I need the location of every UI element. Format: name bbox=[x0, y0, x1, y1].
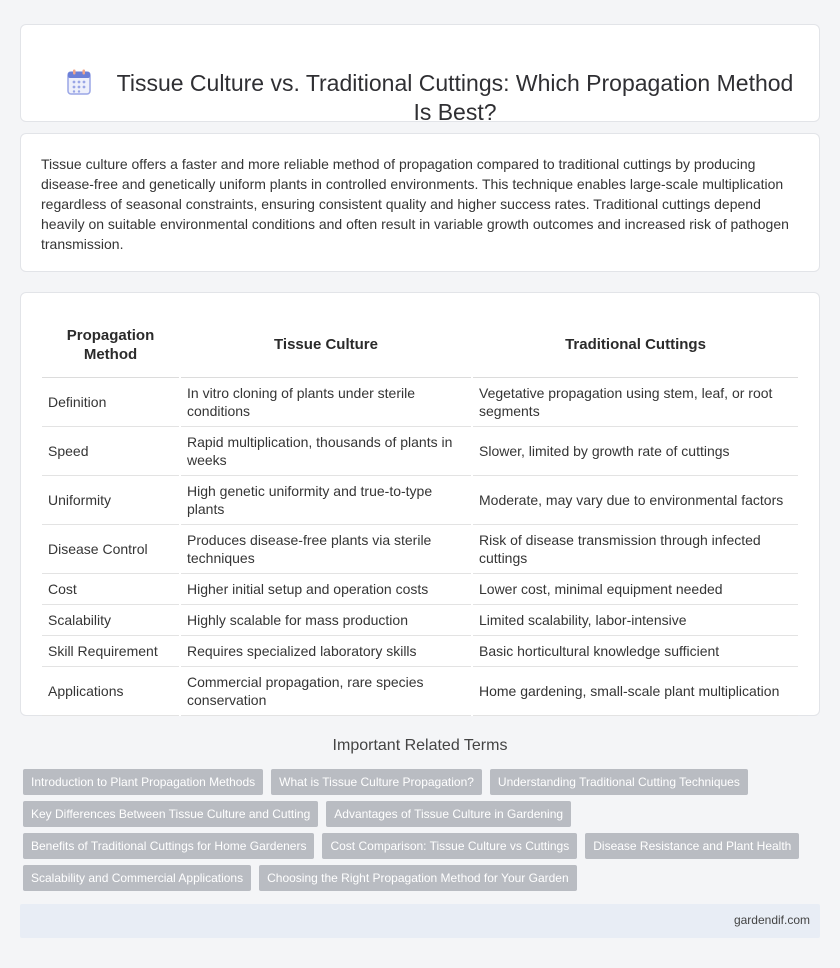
row-label: Speed bbox=[42, 426, 180, 475]
tissue-culture-cell: Highly scalable for mass production bbox=[180, 604, 472, 635]
footer-site-link[interactable]: gardendif.com bbox=[733, 913, 810, 927]
related-terms-heading: Important Related Terms bbox=[332, 737, 508, 754]
related-term-tag[interactable]: Advantages of Tissue Culture in Gardening bbox=[326, 801, 571, 827]
tissue-culture-cell: Commercial propagation, rare species conservation bbox=[180, 666, 472, 715]
traditional-cuttings-cell: Basic horticultural knowledge sufficient bbox=[472, 635, 798, 666]
row-label: Definition bbox=[42, 377, 180, 426]
tissue-culture-cell: In vitro cloning of plants under sterile conditions bbox=[180, 377, 472, 426]
row-label: Scalability bbox=[42, 604, 180, 635]
related-term-tag[interactable]: Choosing the Right Propagation Method for Your Garden bbox=[259, 865, 577, 891]
traditional-cuttings-cell: Risk of disease transmission through infected cuttings bbox=[472, 524, 798, 573]
tag-row bbox=[23, 769, 818, 795]
tissue-culture-cell: Requires specialized laboratory skills bbox=[180, 635, 472, 666]
tissue-culture-cell: Produces disease-free plants via sterile techniques bbox=[180, 524, 472, 573]
related-term-tag[interactable]: Benefits of Traditional Cuttings for Home Gardeners bbox=[23, 833, 314, 859]
row-label: Skill Requirement bbox=[42, 635, 180, 666]
summary-card bbox=[20, 133, 820, 272]
table-row bbox=[42, 604, 798, 635]
traditional-cuttings-cell: Lower cost, minimal equipment needed bbox=[472, 573, 798, 604]
tissue-culture-cell: Higher initial setup and operation costs bbox=[180, 573, 472, 604]
header-tissue-culture: Tissue Culture bbox=[180, 313, 472, 377]
row-label: Disease Control bbox=[42, 524, 180, 573]
traditional-cuttings-cell: Home gardening, small-scale plant multiplication bbox=[472, 666, 798, 715]
comparison-table-card bbox=[20, 292, 820, 716]
page-title: Tissue Culture vs. Traditional Cuttings: Which Propagation Method Is Best? bbox=[116, 70, 794, 125]
related-term-tag[interactable]: Understanding Traditional Cutting Techniques bbox=[490, 769, 748, 795]
table-row bbox=[42, 377, 798, 426]
traditional-cuttings-cell: Vegetative propagation using stem, leaf, or root segments bbox=[472, 377, 798, 426]
tissue-culture-cell: High genetic uniformity and true-to-type plants bbox=[180, 475, 472, 524]
tag-row bbox=[23, 801, 818, 827]
header-propagation-method: Propagation Method bbox=[42, 313, 180, 377]
table-row bbox=[42, 573, 798, 604]
table-row bbox=[42, 426, 798, 475]
related-term-tag[interactable]: Cost Comparison: Tissue Culture vs Cuttings bbox=[322, 833, 577, 859]
table-header-row bbox=[42, 313, 798, 377]
traditional-cuttings-cell: Limited scalability, labor-intensive bbox=[472, 604, 798, 635]
comparison-table bbox=[42, 313, 798, 716]
related-term-tag[interactable]: Disease Resistance and Plant Health bbox=[585, 833, 799, 859]
related-term-tag[interactable]: What is Tissue Culture Propagation? bbox=[271, 769, 482, 795]
title-card bbox=[20, 24, 820, 125]
row-label: Uniformity bbox=[42, 475, 180, 524]
tag-row bbox=[23, 865, 818, 891]
table-row bbox=[42, 475, 798, 524]
header-traditional-cuttings: Traditional Cuttings bbox=[472, 313, 798, 377]
row-label: Applications bbox=[42, 666, 180, 715]
tag-row bbox=[23, 833, 818, 859]
table-row bbox=[42, 524, 798, 573]
row-label: Cost bbox=[42, 573, 180, 604]
table-row bbox=[42, 635, 798, 666]
related-term-tag[interactable]: Scalability and Commercial Applications bbox=[23, 865, 251, 891]
table-row bbox=[42, 666, 798, 715]
traditional-cuttings-cell: Slower, limited by growth rate of cuttings bbox=[472, 426, 798, 475]
tissue-culture-cell: Rapid multiplication, thousands of plants in weeks bbox=[180, 426, 472, 475]
related-terms-list bbox=[23, 769, 818, 897]
calendar-icon bbox=[67, 69, 91, 95]
footer bbox=[20, 904, 820, 938]
summary-paragraph: Tissue culture offers a faster and more reliable method of propagation compared to traditional cuttings by producing disease-free and genetically uniform plants in controlled environments. This technique enables large-scale multiplication regardless of seasonal constraints, ensuring consistent quality and higher success rates. Traditional cuttings depend heavily on suitable environmental conditions and often result in variable growth outcomes and increased risk of pathogen transmission. bbox=[41, 156, 789, 252]
related-term-tag[interactable]: Introduction to Plant Propagation Methods bbox=[23, 769, 263, 795]
related-term-tag[interactable]: Key Differences Between Tissue Culture and Cutting bbox=[23, 801, 318, 827]
traditional-cuttings-cell: Moderate, may vary due to environmental factors bbox=[472, 475, 798, 524]
